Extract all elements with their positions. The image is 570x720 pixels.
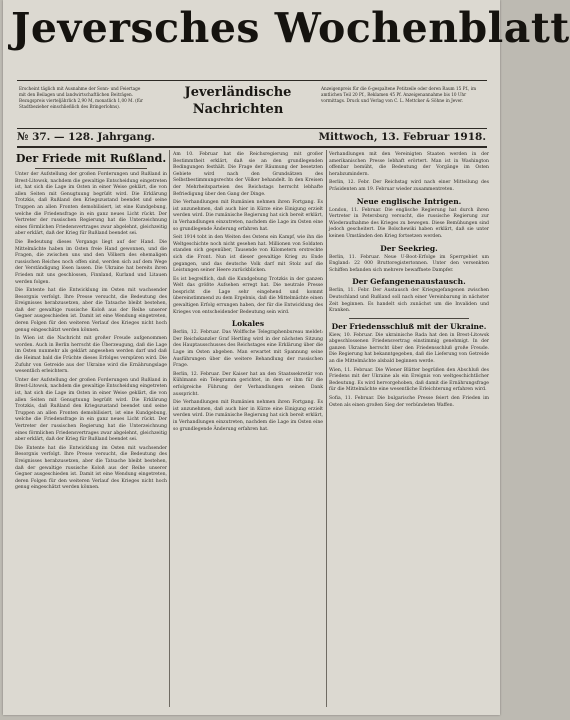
article-rule — [349, 318, 469, 319]
headline-englische-intrigen: Neue englische Intrigen. — [356, 196, 462, 206]
article-paragraph: Verhandlungen mit den Vereinigten Staaten werden in der amerikanischen Presse lebhaft erörtert. Man ist in Washington offenbar bemüht, die Bedeutung der Vorgänge im Osten herabzumindern. — [329, 152, 489, 177]
article-paragraph: Wien, 11. Februar. Die Wiener Blätter begrüßen den Abschluß des Friedens mit der Ukraine als ein Ereignis von weltgeschichtlicher Bedeutung. Es wird hervorgehoben, daß damit die Ernährungsfrage für die Mittelmächte eine wesentliche Erleichterung erfahren wird. — [329, 367, 489, 393]
advertising-info: Anzeigenpreis für die 6-gespaltene Petitzeile oder deren Raum 15 Pf., im amtlichen Teil 20 Pf., Reklamen 45 Pf. Anzeigenannahme bis 10 Uhr vormittags. Druck und Verlag von C. L. Mettcker & Söhne in Jever. — [321, 86, 477, 103]
article-paragraph: Unter der Aufstellung der großen Forderungen und Rußland in Brest-Litowsk, nachdem die gewaltige Entscheidung eingetreten ist, hat sich die Lage im Osten in einer Weise geklärt, die von allen Seiten mit Genugtuung begrüßt wird. Die Erklärung Trotzkis, daß Rußland den Kriegszustand beendet und seine Truppen an allen Fronten demobilisiert, ist eine Kundgebung, welche die Friedensfrage in ein ganz neues Licht rückt. Der Vertreter der russischen Regierung hat die Unterzeichnung eines förmlichen Friedensvertrages zwar abgelehnt, gleichzeitig aber erklärt, daß der Krieg für Rußland beendet sei. — [15, 377, 167, 443]
issue-date: Mittwoch, 13. Februar 1918. — [318, 131, 486, 143]
dateline-bottom-rule — [17, 146, 487, 148]
article-paragraph: Sofia, 11. Februar. Die bulgarische Presse feiert den Frieden im Osten als einen großen Sieg der verbündeten Waffen. — [329, 396, 489, 408]
subtitle: Jeverländische Nachrichten — [184, 85, 292, 117]
column-divider — [326, 150, 327, 707]
headline-gefangenenaustausch: Der Gefangenenaustausch. — [352, 277, 466, 287]
column-1 — [15, 152, 167, 705]
article-paragraph: Die Entente hat die Entwicklung im Osten mit wachsender Besorgnis verfolgt. Ihre Presse versucht, die Bedeutung des Ereignisses herabzusetzen, aber die Tatsache bleibt bestehen, daß der gewaltige russische Koloß aus der Reihe unserer Gegner ausgeschieden ist. Damit ist eine Wendung eingetreten, deren Folgen für den weiteren Verlauf des Krieges nicht hoch genug eingeschätzt werden können. — [15, 445, 167, 491]
article-paragraph: Berlin, 11. Febr. Der Austausch der Kriegsgefangenen zwischen Deutschland und Rußland soll nach einer Vereinbarung in nächster Zeit beginnen. Es handelt sich zunächst um die Invaliden und Kranken. — [329, 288, 489, 314]
article-paragraph: Es ist begreiflich, daß die Kundgebung Trotzkis in der ganzen Welt das größte Aufsehen erregt hat. Die neutrale Presse bespricht die Lage sehr eingehend und kommt übereinstimmend zu dem Ergebnis, daß die Mittelmächte einen gewaltigen Erfolg errungen haben, der für die Entwicklung des Krieges von entscheidender Bedeutung sein wird. — [173, 276, 323, 315]
column-divider — [169, 150, 170, 707]
newspaper-page — [3, 0, 570, 715]
article-paragraph: Die Bedeutung dieses Vorgangs liegt auf der Hand. Die Mittelmächte haben im Osten freie Hand gewonnen, und die Fragen, die zwischen uns und den Völkern des ehemaligen russischen Reiches noch offen sind, werden sich auf dem Wege der Verständigung lösen lassen. Die Ukraine hat bereits ihren Frieden mit uns geschlossen, Finnland, Kurland und Litauen werden folgen. — [15, 239, 167, 285]
article-paragraph: Die Entente hat die Entwicklung im Osten mit wachsender Besorgnis verfolgt. Ihre Presse versucht, die Bedeutung des Ereignisses herabzusetzen, aber die Tatsache bleibt bestehen, daß der gewaltige russische Koloß aus der Reihe unserer Gegner ausgeschieden ist. Damit ist eine Wendung eingetreten, deren Folgen für den weiteren Verlauf des Krieges nicht hoch genug eingeschätzt werden können. — [15, 288, 167, 333]
article-paragraph: Berlin, 11. Februar. Neue U-Boot-Erfolge im Sperrgebiet um England: 22 000 Bruttoregistertonnen. Unter den versenkten Schiffen befanden sich mehrere bewaffnete Dampfer. — [329, 254, 489, 273]
news-item: Berlin, 12. Febr. Der Reichstag wird nach einer Mitteilung des Präsidenten am 19. Februar wieder zusammentreten. — [329, 180, 489, 192]
headline-friedensschluss-ukraine: Der Friedensschluß mit der Ukraine. — [331, 321, 487, 331]
section-headline: Lokales — [231, 319, 265, 329]
dateline-top-rule — [17, 128, 487, 129]
article-paragraph: London, 11. Februar. Die englische Regierung hat durch ihren Vertreter in Petersburg versucht, die russische Regierung zur Wiederaufnahme des Krieges zu bewegen. Diese Bemühungen sind jedoch gescheitert. Die Bolschewiki haben erklärt, daß sie unter keinen Umständen den Krieg fortsetzen werden. — [329, 207, 489, 239]
article-paragraph: Berlin, 12. Februar. Der Kaiser hat an den Staatssekretär von Kühlmann ein Telegramm gerichtet, in dem er ihm für die erfolgreiche Führung der Verhandlungen seinen Dank ausspricht. — [173, 371, 323, 397]
article-paragraph: Die Verhandlungen mit Rumänien nehmen ihren Fortgang. Es ist anzunehmen, daß auch hier in Kürze eine Einigung erzielt werden wird. Die rumänische Regierung hat sich bereit erklärt, in Verhandlungen einzutreten, nachdem die Lage im Osten eine so grundlegende Änderung erfahren hat. — [173, 200, 323, 232]
column-3 — [329, 152, 489, 705]
headline-rule — [35, 168, 147, 169]
masthead: Jeversches Wochenblatt — [11, 4, 570, 52]
headline-seekrieg: Der Seekrieg. — [380, 243, 438, 253]
article-paragraph: Seit 1914 tobt in den Weiten des Ostens ein Kampf, wie ihn die Weltgeschichte noch nicht gesehen hat. Millionen von Soldaten standen sich gegenüber, Tausende von Kilometern erstreckte sich die Front. Nun ist dieser gewaltige Krieg zu Ende gegangen, und das deutsche Volk darf mit Stolz auf die Leistungen seiner Heere zurückblicken. — [173, 235, 323, 274]
article-paragraph: In Wien ist die Nachricht mit großer Freude aufgenommen worden. Auch in Berlin herrscht die Überzeugung, daß die Lage im Osten nunmehr als geklärt angesehen werden darf und daß die Heimat bald die Früchte dieses Erfolges verspüren wird. Die Zufuhr von Getreide aus der Ukraine wird die Ernährungslage wesentlich erleichtern. — [15, 336, 167, 375]
masthead-rule — [17, 80, 487, 81]
issue-number: № 37. — 128. Jahrgang. — [17, 131, 156, 143]
column-2 — [173, 152, 323, 705]
article-paragraph: Die Verhandlungen mit Rumänien nehmen ihren Fortgang. Es ist anzunehmen, daß auch hier in Kürze eine Einigung erzielt werden wird. Die rumänische Regierung hat sich bereit erklärt, in Verhandlungen einzutreten, nachdem die Lage im Osten eine so grundlegende Änderung erfahren hat. — [173, 400, 323, 432]
subscription-info: Erscheint täglich mit Ausnahme der Sonn- und Feiertage mit den Beilagen und landwirtschaftlichen Beiträgen. Bezugspreis vierteljährlich 2,90 M, monatlich 1,00 M. (für Stadtbezieher einschließlich des Bringerlohns). — [19, 86, 144, 109]
article-paragraph: Unter der Aufstellung der großen Forderungen und Rußland in Brest-Litowsk, nachdem die gewaltige Entscheidung eingetreten ist, hat sich die Lage im Osten in einer Weise geklärt, die von allen Seiten mit Genugtuung begrüßt wird. Die Erklärung Trotzkis, daß Rußland den Kriegszustand beendet und seine Truppen an allen Fronten demobilisiert, ist eine Kundgebung, welche die Friedensfrage in ein ganz neues Licht rückt. Der Vertreter der russischen Regierung hat die Unterzeichnung eines förmlichen Friedensvertrages zwar abgelehnt, gleichzeitig aber erklärt, daß der Krieg für Rußland beendet sei. — [15, 172, 167, 237]
article-paragraph: Berlin, 12. Februar. Das Wolffsche Telegraphenbureau meldet: Der Reichskanzler Graf Hertling wird in der nächsten Sitzung des Hauptausschusses des Reichstages eine Erklärung über die Lage im Osten abgeben. Man erwartet mit Spannung seine Ausführungen über die weitere Behandlung der russischen Frage. — [173, 330, 323, 369]
article-paragraph: Kiew, 10. Februar. Die ukrainische Rada hat den in Brest-Litowsk abgeschlossenen Friedensvertrag einstimmig genehmigt. In der ganzen Ukraine herrscht über den Friedensschluß große Freude. Die Regierung hat bekanntgegeben, daß die Lieferung von Getreide an die Mittelmächte alsbald beginnen werde. — [329, 332, 489, 365]
headline-friede-russland: Der Friede mit Rußland. — [15, 152, 167, 165]
article-paragraph: Am 10. Februar hat die Reichsregierung mit großer Bestimmtheit erklärt, daß sie an den grundlegenden Bedingungen festhält. Die Frage der Räumung der besetzten Gebiete wird nach den Grundsätzen des Selbstbestimmungsrechts der Völker behandelt. In den Kreisen der Mehrheitsparteien des Reichstags herrscht lebhafte Befriedigung über den Gang der Dinge. — [173, 152, 323, 197]
